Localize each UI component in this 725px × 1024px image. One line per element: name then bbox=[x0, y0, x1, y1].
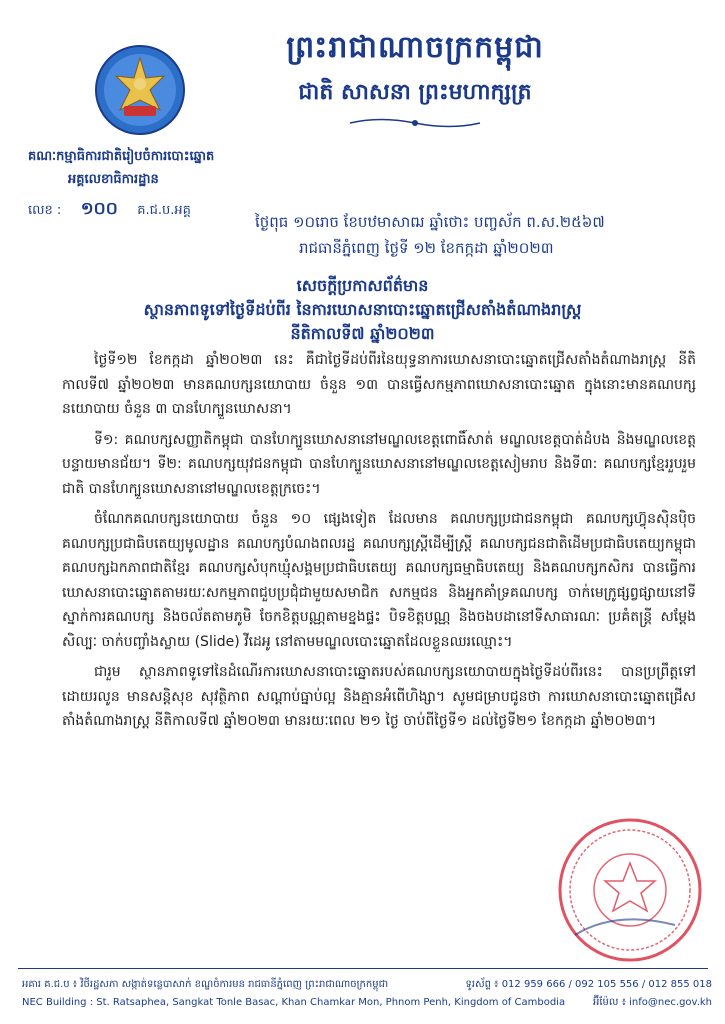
document-title bbox=[30, 275, 695, 347]
official-seal-icon bbox=[555, 815, 705, 965]
reference-number bbox=[28, 198, 288, 223]
organization-block bbox=[28, 148, 288, 223]
number-suffix: គ.ជ.ប.អគ្គ bbox=[137, 203, 191, 218]
paragraph-3: ចំណែកគណបក្សនយោបាយ ចំនួន ១០ ផ្សេងទៀត ដែលមាន គណបក្សប្រជាជនកម្ពុជា គណបក្សហ៊្វុនស៊ិនប៉ិច គណបក្សប្រជាធិបតេយ្យមូលដ្ឋាន គណបក្សបំណងពលរដ្ឋ គណបក្សស្ត្រីដើម្បីស្ត្រី គណបក្សជនជាតិដើមប្រជាធិបតេយ្យកម្ពុជា គណបក្សឯកភាពជាតិខ្មែរ គណបក្សសំបុកឃ្មុំសង្គមប្រជាធិបតេយ្យ គណបក្សធម្មាធិបតេយ្យ និងគណបក្សកសិករ បានធ្វើការឃោសនាបោះឆ្នោតតាមរយៈសកម្មភាពជួបប្រជុំជាមួយសមាជិក សកម្មជន និងអ្នកគាំទ្រគណបក្ស ចាក់មេក្រូផ្សព្វផ្សាយនៅទីស្នាក់ការគណបក្ស និងចល័តតាមភូមិ ចែកខិត្តបណ្ណតាមខ្នងផ្ទះ បិទខិត្តបណ្ណ និងចងបដានៅទីសាធារណៈ ប្រគំតន្ត្រី សម្តែងសិល្បៈ ចាក់បញ្ចាំងស្លាយ (Slide) វីដេអូ នៅតាមមណ្ឌលបោះឆ្នោតដែលខ្លួនឈរឈ្មោះ។ bbox=[62, 511, 696, 650]
paragraph-4: ជារួម ស្ថានភាពទូទៅនៃដំណើរការឃោសនាបោះឆ្នោតរបស់គណបក្សនយោបាយក្នុងថ្ងៃទីដប់ពីរនេះ បានប្រព្រឹត្តទៅដោយរលូន មានសន្តិសុខ សុវត្ថិភាព សណ្តាប់ធ្នាប់ល្អ និងគ្មានអំពើហិង្សា។ សូមជម្រាបជូនថា ការឃោសនាបោះឆ្នោតជ្រើសតាំងតំណាងរាស្ត្រ នីតិកាលទី៧ ឆ្នាំ២០២៣ មានរយៈពេល ២១ ថ្ងៃ ចាប់ពីថ្ងៃទី១ ដល់ថ្ងៃទី២១ ខែកក្កដា ឆ្នាំ២០២៣។ bbox=[62, 664, 696, 729]
committee-name: គណៈកម្មាធិការជាតិរៀបចំការបោះឆ្នោត bbox=[28, 149, 215, 164]
ornament-divider-icon bbox=[345, 116, 485, 130]
document-body bbox=[62, 348, 696, 740]
lunar-date: ថ្ងៃពុធ ១០រោច ខែបឋមាសាឍ ឆ្នាំថោះ បញ្ចស័ក ព.ស.២៥៦៧ bbox=[255, 213, 605, 231]
number-label: លេខ : bbox=[28, 203, 62, 218]
kingdom-header bbox=[270, 28, 560, 134]
secretariat-name: អគ្គលេខាធិការដ្ឋាន bbox=[68, 172, 159, 187]
paragraph-2: ទី១: គណបក្សសញ្ញាតិកម្ពុជា បានហែក្បួនឃោសនានៅមណ្ឌលខេត្តពោធិ៍សាត់ មណ្ឌលខេត្តបាត់ដំបង និងមណ្ឌលខេត្តបន្ទាយមានជ័យ។ ទី២: គណបក្សយុវជនកម្ពុជា បានហែក្បួនឃោសនានៅមណ្ឌលខេត្តសៀមរាប និងទី៣: គណបក្សខ្មែររួបរួមជាតិ បានហែក្បួនឃោសនានៅមណ្ឌលខេត្តក្រចេះ។ bbox=[62, 431, 696, 497]
title-line-3: នីតិកាលទី៧ ឆ្នាំ២០២៣ bbox=[290, 324, 435, 343]
nec-logo-icon bbox=[94, 44, 186, 136]
footer-phone: ទូរស័ព្ទ ៖ 012 959 666 / 092 105 556 / 012 855 018 bbox=[465, 978, 712, 990]
paragraph-1: ថ្ងៃទី១២ ខែកក្កដា ឆ្នាំ២០២៣ នេះ គឺជាថ្ងៃទីដប់ពីរនៃយុទ្ធនាការឃោសនាបោះឆ្នោតជ្រើសតាំងតំណាងរាស្ត្រ នីតិកាលទី៧ ឆ្នាំ២០២៣ មានគណបក្សនយោបាយ ចំនួន ១៣ បានធ្វើសកម្មភាពឃោសនាបោះឆ្នោត ក្នុងនោះមានគណបក្សនយោបាយ ចំនួន ៣ បានហែក្បួនឃោសនា។ bbox=[62, 352, 696, 417]
date-block bbox=[255, 213, 705, 265]
footer-divider bbox=[18, 968, 708, 969]
kingdom-title: ព្រះរាជាណាចក្រកម្ពុជា bbox=[286, 30, 544, 65]
footer bbox=[22, 975, 712, 1011]
footer-address-en: NEC Building : St. Ratsaphea, Sangkat Tonle Basac, Khan Chamkar Mon, Phnom Penh, Kingdom of Cambodia bbox=[22, 996, 566, 1008]
number-value: ១០០ bbox=[80, 199, 118, 219]
footer-address-kh: អគារ គ.ជ.ប ៖ វិថីរដ្ឋសភា សង្កាត់ទន្លេបាសាក់ ខណ្ឌចំការមន រាជធានីភ្នំពេញ ព្រះរាជាណាចក្រកម្ពុជា bbox=[22, 978, 389, 990]
national-motto: ជាតិ សាសនា ព្រះមហាក្សត្រ bbox=[298, 80, 532, 105]
footer-email: អ៊ីម៉ែល ៖ info@nec.gov.kh bbox=[593, 996, 712, 1008]
title-line-2: ស្ថានភាពទូទៅថ្ងៃទីដប់ពីរ នៃការឃោសនាបោះឆ្នោតជ្រើសតាំងតំណាងរាស្ត្រ bbox=[143, 300, 582, 319]
title-line-1: សេចក្តីប្រកាសព័ត៌មាន bbox=[296, 276, 429, 295]
solar-date: រាជធានីភ្នំពេញ ថ្ងៃទី ១២ ខែកក្កដា ឆ្នាំ២០២៣ bbox=[299, 239, 554, 257]
